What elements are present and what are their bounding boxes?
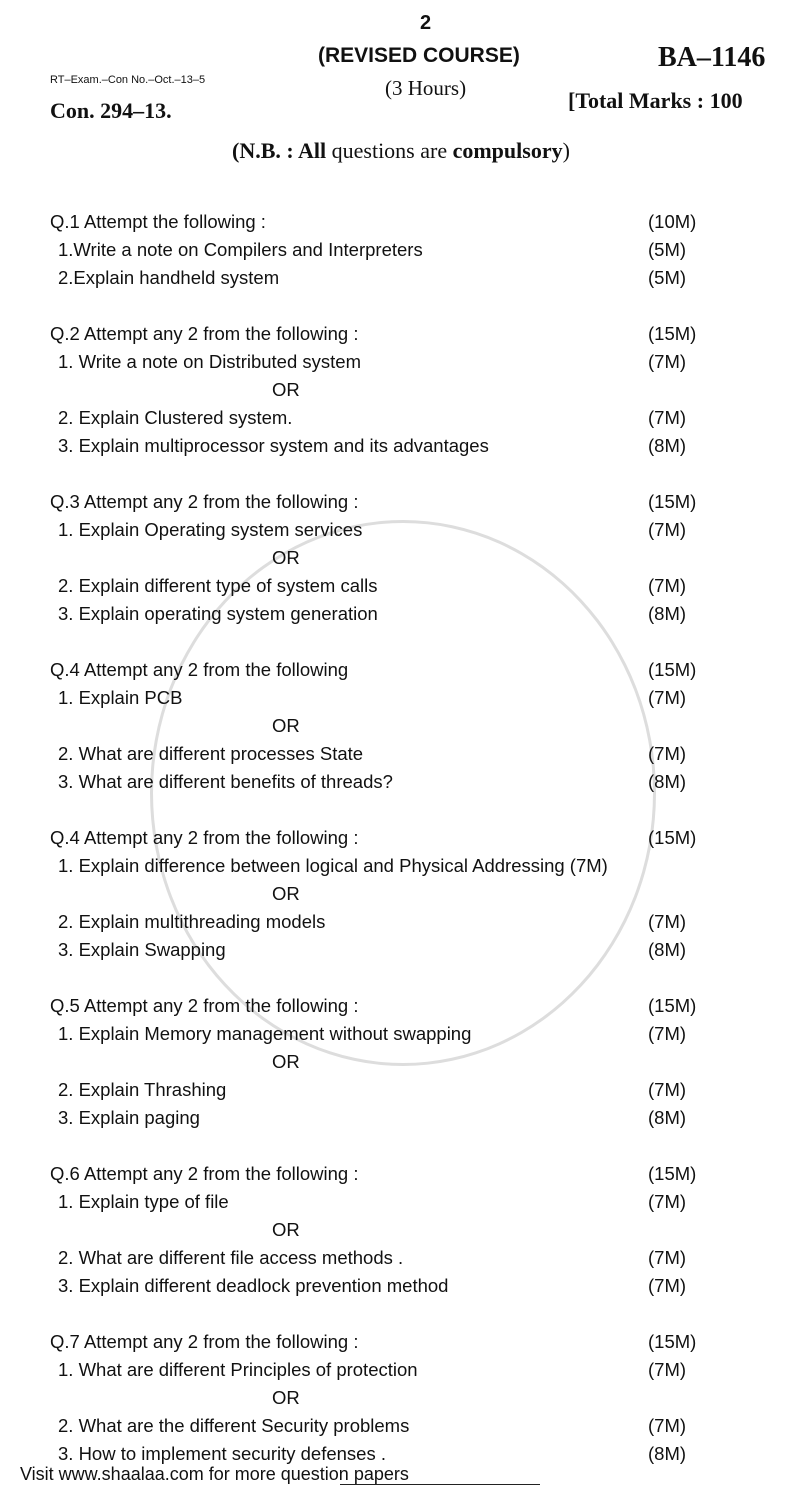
sub-question-text: 1. Explain type of file (58, 1191, 229, 1212)
sub-question (0, 1188, 800, 1216)
sub-question (0, 1020, 800, 1048)
or-separator (0, 1384, 800, 1412)
sub-question-marks: (7M) (648, 575, 687, 596)
or-label: OR (272, 1051, 300, 1072)
sub-question-marks: (8M) (648, 1107, 687, 1128)
question-header (0, 824, 800, 852)
duration: (3 Hours) (385, 76, 467, 100)
note-prefix: (N.B. : (232, 138, 298, 163)
question-marks: (15M) (648, 491, 697, 512)
sub-question (0, 1104, 800, 1132)
instructions-note (232, 138, 570, 164)
sub-question-marks: (7M) (648, 519, 687, 540)
sub-question-text: 1. Explain Operating system services (58, 519, 363, 540)
sub-question (0, 236, 800, 264)
sub-question (0, 936, 800, 964)
sub-question-marks: (7M) (648, 1191, 687, 1212)
sub-question-marks: (8M) (648, 603, 687, 624)
or-label: OR (272, 883, 300, 904)
question-title: Q.1 Attempt the following : (50, 211, 266, 232)
sub-question (0, 348, 800, 376)
question-marks: (15M) (648, 659, 697, 680)
sub-question-text: 1. Write a note on Distributed system (58, 351, 361, 372)
sub-question (0, 600, 800, 628)
sub-question-text: 2. What are the different Security problems (58, 1415, 410, 1436)
sub-question (0, 572, 800, 600)
note-suffix: ) (562, 138, 570, 163)
paper-code: BA–1146 (658, 42, 766, 73)
sub-question-text: 3. What are different benefits of threads? (58, 771, 393, 792)
block-gap (0, 292, 800, 320)
sub-question-marks: (7M) (648, 687, 687, 708)
or-separator (0, 880, 800, 908)
footer-text: Visit www.shaalaa.com for more question papers (20, 1464, 409, 1484)
question-header (0, 656, 800, 684)
question-marks: (15M) (648, 1331, 697, 1352)
sub-question-marks: (7M) (648, 1079, 687, 1100)
or-separator (0, 1216, 800, 1244)
block-gap (0, 796, 800, 824)
sub-question-text: 1. Explain difference between logical and Physical Addressing (7M) (58, 855, 608, 876)
sub-question-marks: (7M) (648, 911, 687, 932)
question-marks: (15M) (648, 827, 697, 848)
question-header (0, 992, 800, 1020)
sub-question-text: 3. Explain Swapping (58, 939, 226, 960)
sub-question-text: 2. Explain different type of system calls (58, 575, 378, 596)
sub-question-text: 2. What are different processes State (58, 743, 364, 764)
sub-question (0, 908, 800, 936)
sub-question-marks: (7M) (648, 407, 687, 428)
total-marks: [Total Marks : 100 (568, 88, 743, 113)
sub-question-text: 2. Explain Thrashing (58, 1079, 227, 1100)
sub-question (0, 1272, 800, 1300)
sub-question (0, 768, 800, 796)
question-title: Q.4 Attempt any 2 from the following (50, 659, 349, 680)
sub-question-text: 2. Explain Clustered system. (58, 407, 293, 428)
sub-question (0, 684, 800, 712)
block-gap (0, 1132, 800, 1160)
block-gap (0, 1300, 800, 1328)
sub-question (0, 1244, 800, 1272)
block-gap (0, 628, 800, 656)
questions-list (0, 208, 800, 1468)
or-label: OR (272, 379, 300, 400)
sub-question-marks: (8M) (648, 435, 687, 456)
question-header (0, 1328, 800, 1356)
sub-question-marks: (5M) (648, 239, 687, 260)
or-label: OR (272, 547, 300, 568)
sub-question-marks: (7M) (648, 351, 687, 372)
sub-question-text: 3. Explain operating system generation (58, 603, 378, 624)
question-marks: (15M) (648, 995, 697, 1016)
or-separator (0, 376, 800, 404)
question-marks: (10M) (648, 211, 697, 232)
sub-question-marks: (7M) (648, 1247, 687, 1268)
sub-question-marks: (7M) (648, 1275, 687, 1296)
sub-question (0, 740, 800, 768)
question-title: Q.4 Attempt any 2 from the following : (50, 827, 359, 848)
sub-question-marks: (7M) (648, 1359, 687, 1380)
sub-question-text: 1. Explain PCB (58, 687, 183, 708)
sub-question (0, 264, 800, 292)
sub-question-text: 2.Explain handheld system (58, 267, 280, 288)
block-gap (0, 460, 800, 488)
sub-question-marks: (7M) (648, 1023, 687, 1044)
sub-question (0, 516, 800, 544)
question-marks: (15M) (648, 323, 697, 344)
sub-question-marks: (8M) (648, 1443, 687, 1464)
sub-question-marks: (8M) (648, 939, 687, 960)
question-header (0, 208, 800, 236)
sub-question-text: 2. Explain multithreading models (58, 911, 326, 932)
con-number: Con. 294–13. (50, 98, 172, 123)
question-header (0, 488, 800, 516)
page-number: 2 (420, 12, 432, 34)
question-title: Q.2 Attempt any 2 from the following : (50, 323, 359, 344)
question-header (0, 320, 800, 348)
question-title: Q.7 Attempt any 2 from the following : (50, 1331, 359, 1352)
sub-question (0, 1412, 800, 1440)
sub-question-text: 3. How to implement security defenses . (58, 1443, 387, 1464)
or-separator (0, 544, 800, 572)
sub-question-text: 3. Explain paging (58, 1107, 200, 1128)
sub-question (0, 432, 800, 460)
footer-underline (340, 1484, 540, 1485)
question-title: Q.5 Attempt any 2 from the following : (50, 995, 359, 1016)
or-separator (0, 712, 800, 740)
or-label: OR (272, 1219, 300, 1240)
sub-question (0, 852, 800, 880)
sub-question-marks: (5M) (648, 267, 687, 288)
or-label: OR (272, 715, 300, 736)
sub-question-text: 3. Explain different deadlock prevention method (58, 1275, 449, 1296)
note-all: All (298, 138, 327, 163)
sub-question-marks: (7M) (648, 743, 687, 764)
question-title: Q.3 Attempt any 2 from the following : (50, 491, 359, 512)
sub-question (0, 404, 800, 432)
or-separator (0, 1048, 800, 1076)
sub-question-marks: (7M) (648, 1415, 687, 1436)
note-compulsory: compulsory (452, 138, 563, 163)
course-label: (REVISED COURSE) (318, 44, 520, 67)
sub-question (0, 1356, 800, 1384)
sub-question-text: 2. What are different file access methods . (58, 1247, 404, 1268)
question-header (0, 1160, 800, 1188)
block-gap (0, 964, 800, 992)
sub-question-text: 1. What are different Principles of protection (58, 1359, 418, 1380)
sub-question-text: 1. Explain Memory management without swapping (58, 1023, 472, 1044)
note-middle: questions are (326, 138, 453, 163)
or-label: OR (272, 1387, 300, 1408)
question-title: Q.6 Attempt any 2 from the following : (50, 1163, 359, 1184)
sub-question-marks: (8M) (648, 771, 687, 792)
reference-number: RT–Exam.–Con No.–Oct.–13–5 (50, 74, 206, 86)
sub-question (0, 1076, 800, 1104)
sub-question-text: 3. Explain multiprocessor system and its advantages (58, 435, 489, 456)
sub-question-text: 1.Write a note on Compilers and Interpreters (58, 239, 423, 260)
question-marks: (15M) (648, 1163, 697, 1184)
